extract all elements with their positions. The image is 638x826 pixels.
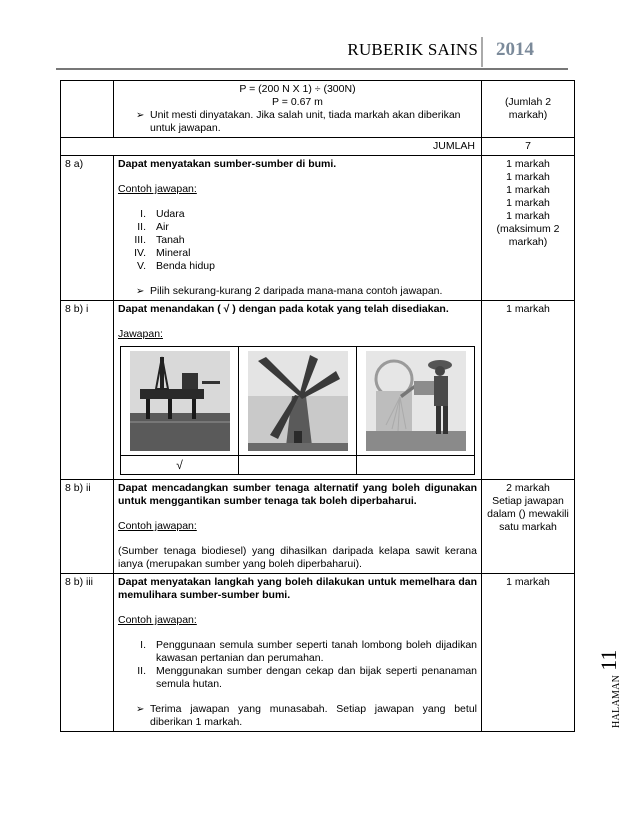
formula-line: P = (200 N X 1) ÷ (300N) (239, 83, 356, 95)
mark-item: 1 markah (506, 197, 550, 209)
list-item-text: Menggunakan sumber dengan cekap dan bijak seperti penanaman semula hutan. (156, 665, 477, 690)
list-item (118, 234, 477, 247)
list-item-text: Benda hidup (156, 260, 215, 272)
bullet-note: ➢ Pilih sekurang-kurang 2 daripada mana-mana contoh jawapan. (118, 285, 477, 298)
table-row (61, 81, 575, 138)
criterion-text: Dapat menandakan ( √ ) dengan pada kotak yang telah disediakan. (118, 303, 449, 315)
image-cell (121, 347, 239, 456)
header-separator (481, 37, 483, 67)
table-row (61, 480, 575, 574)
tick-cell (357, 456, 475, 475)
mark-item: 1 markah (506, 158, 550, 170)
tick-cell: √ (121, 456, 239, 475)
header-title: RUBERIK SAINS (347, 40, 478, 59)
marks-cell: 1 markah (482, 574, 575, 732)
tick-cell (239, 456, 357, 475)
header-year: 2014 (496, 39, 534, 60)
marks-cell: 1 markah (482, 301, 575, 480)
question-number-cell (61, 81, 114, 138)
example-label: Contoh jawapan: (118, 183, 197, 195)
criterion-text: Dapat mencadangkan sumber tenaga alternatif yang boleh digunakan untuk menggantikan sumber tenaga tak boleh diperbaharui. (118, 482, 477, 507)
list-item (118, 221, 477, 234)
list-item-number: IV. (134, 247, 146, 259)
page-number-label (582, 636, 622, 728)
list-item-text: Air (156, 221, 169, 233)
list-item (118, 208, 477, 221)
list-item (118, 260, 477, 273)
list-item-number: II. (137, 665, 146, 677)
table-row (61, 301, 575, 480)
image-cell (239, 347, 357, 456)
question-number: 8 b) i (61, 301, 114, 480)
criterion-text: Dapat menyatakan sumber-sumber di bumi. (118, 158, 337, 170)
mark-item: (maksimum 2 markah) (496, 223, 560, 248)
header-rule (56, 68, 568, 70)
marks-cell: 2 markah Setiap jawapan dalam () mewakili satu markah (482, 480, 575, 574)
page-word: HALAMAN (611, 674, 622, 728)
mark-item: 1 markah (506, 210, 550, 222)
image-choice-table (120, 346, 475, 475)
page-number: 11 (596, 649, 621, 671)
marks-list (486, 158, 570, 249)
list-item-number: V. (137, 260, 146, 272)
list-item-number: I. (140, 208, 146, 220)
answer-cell (114, 81, 482, 138)
windmill-image (248, 351, 348, 451)
marks-cell (482, 156, 575, 301)
farmer-watering-image (366, 351, 466, 451)
rubric-table (60, 80, 575, 732)
table-row (61, 156, 575, 301)
criterion-text: Dapat menyatakan langkah yang boleh dilakukan untuk memelhara dan memulihara sumber-sumber bumi. (118, 576, 477, 601)
answer-cell (114, 301, 482, 480)
answer-label: Jawapan: (118, 328, 163, 340)
question-number: 8 b) ii (61, 480, 114, 574)
list-item (118, 665, 477, 691)
list-item (118, 639, 477, 665)
total-label: JUMLAH (61, 138, 482, 156)
question-number: 8 b) iii (61, 574, 114, 732)
oil-rig-image (130, 351, 230, 451)
example-label: Contoh jawapan: (118, 520, 197, 532)
example-list (118, 208, 477, 273)
list-item-number: III. (134, 234, 146, 246)
image-cell (357, 347, 475, 456)
total-row (61, 138, 575, 156)
question-number: 8 a) (61, 156, 114, 301)
answer-cell (114, 574, 482, 732)
table-row (61, 574, 575, 732)
list-item-text: Tanah (156, 234, 185, 246)
answer-cell (114, 156, 482, 301)
list-item-text: Mineral (156, 247, 191, 259)
list-item-number: II. (137, 221, 146, 233)
bullet-note: ➢ Terima jawapan yang munasabah. Setiap jawapan yang betul diberikan 1 markah. (118, 703, 477, 729)
total-value: 7 (482, 138, 575, 156)
list-item-number: I. (140, 639, 146, 651)
bullet-note: ➢ Unit mesti dinyatakan. Jika salah unit, tiada markah akan diberikan untuk jawapan. (118, 109, 477, 135)
mark-item: 1 markah (506, 184, 550, 196)
list-item-text: Penggunaan semula sumber seperti tanah lombong boleh dijadikan kawasan pertanian dan perumahan. (156, 639, 477, 664)
list-item-text: Udara (156, 208, 185, 220)
list-item (118, 247, 477, 260)
mark-item: 1 markah (506, 171, 550, 183)
marks-cell: (Jumlah 2 markah) (482, 81, 575, 138)
example-list (118, 639, 477, 691)
formula-line: P = 0.67 m (272, 96, 323, 108)
example-label: Contoh jawapan: (118, 614, 197, 626)
example-answer: (Sumber tenaga biodiesel) yang dihasilkan daripada kelapa sawit kerana ianya (merupakan sumber yang boleh diperbaharui). (118, 545, 477, 570)
answer-cell (114, 480, 482, 574)
